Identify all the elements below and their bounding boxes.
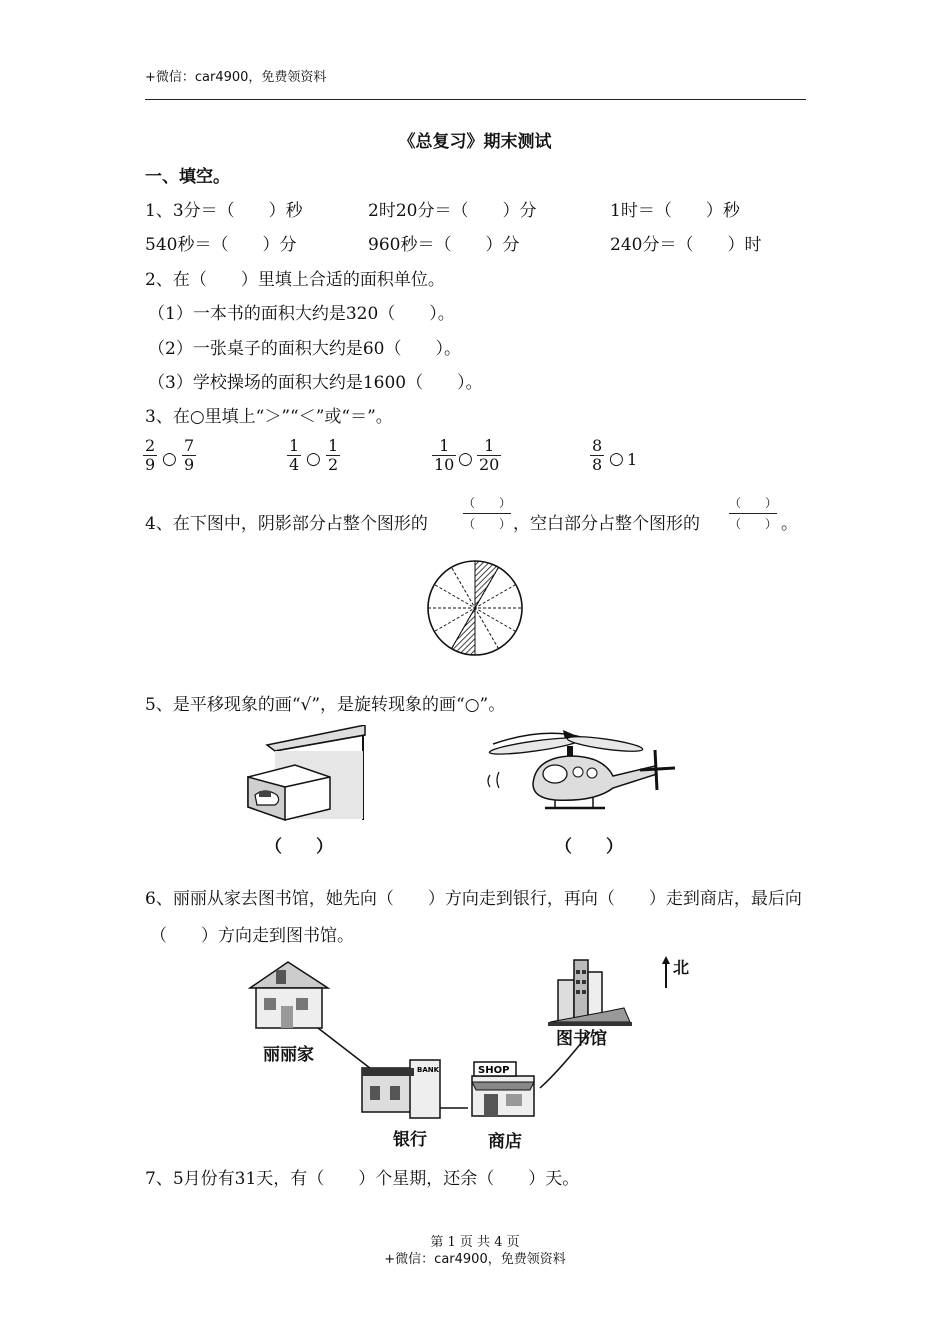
q6-line2: （ ）方向走到图书馆。 bbox=[150, 926, 354, 946]
q2-item: （1）一本书的面积大约是320（ ）。 bbox=[148, 304, 455, 324]
section-heading: 一、填空。 bbox=[145, 167, 230, 187]
q4-part1: 4、在下图中，阴影部分占整个图形的 bbox=[145, 514, 428, 534]
home-icon bbox=[250, 962, 328, 1028]
fraction: $\frac{1}{20}$ bbox=[479, 436, 500, 474]
drawer-answer-blank[interactable]: （ ） bbox=[265, 837, 333, 857]
q5-stem: 5、是平移现象的画“√”，是旋转现象的画“○”。 bbox=[145, 695, 506, 715]
drawer-image bbox=[245, 725, 367, 825]
q1-item: 2时20分＝（ ）分 bbox=[368, 201, 537, 221]
fraction: $\frac{8}{8}$ bbox=[592, 436, 603, 474]
q1-item: 240分＝（ ）时 bbox=[610, 235, 762, 255]
fraction: $\frac{1}{4}$ bbox=[289, 436, 300, 474]
library-icon bbox=[548, 960, 632, 1026]
north-label: 北 bbox=[673, 958, 690, 977]
q1-item: 960秒＝（ ）分 bbox=[368, 235, 520, 255]
q3-stem: 3、在○里填上“＞”“＜”或“＝”。 bbox=[145, 407, 393, 427]
shop-icon bbox=[472, 1062, 534, 1116]
bank-label: 银行 bbox=[393, 1130, 427, 1150]
home-label: 丽丽家 bbox=[263, 1045, 314, 1065]
footer-watermark: +微信：car4900，免费领资料 bbox=[384, 1252, 566, 1267]
q2-stem: 2、在（ ）里填上合适的面积单位。 bbox=[145, 270, 445, 290]
compare-circle: ○ bbox=[609, 449, 624, 469]
q6-line1: 6、丽丽从家去图书馆，她先向（ ）方向走到银行，再向（ ）走到商店，最后向 bbox=[145, 889, 802, 909]
page-title: 《总复习》期末测试 bbox=[398, 132, 552, 152]
header-watermark: +微信：car4900，免费领资料 bbox=[145, 70, 327, 85]
fraction: $\frac{1}{2}$ bbox=[328, 436, 339, 474]
page-number: 第 1 页 共 4 页 bbox=[430, 1235, 520, 1250]
north-arrow-icon bbox=[662, 956, 670, 988]
q1-item: 1、3分＝（ ）秒 bbox=[145, 201, 303, 221]
helicopter-image bbox=[485, 720, 685, 820]
compare-circle: ○ bbox=[162, 449, 177, 469]
shaded-circle-figure bbox=[425, 558, 525, 658]
answer-fraction[interactable]: （ ） （ ） bbox=[463, 496, 512, 531]
helicopter-answer-blank[interactable]: （ ） bbox=[555, 837, 623, 857]
bank-icon bbox=[362, 1060, 440, 1118]
q1-item: 540秒＝（ ）分 bbox=[145, 235, 297, 255]
svg-text:BANK: BANK bbox=[417, 1066, 440, 1074]
q2-item: （2）一张桌子的面积大约是60（ ）。 bbox=[148, 339, 461, 359]
compare-circle: ○ bbox=[306, 449, 321, 469]
header-divider bbox=[145, 99, 806, 100]
fraction: $\frac{1}{10}$ bbox=[434, 436, 455, 474]
shop-label: 商店 bbox=[488, 1132, 522, 1152]
q1-item: 1时＝（ ）秒 bbox=[610, 201, 740, 221]
fraction: $\frac{2}{9}$ bbox=[145, 436, 156, 474]
q2-item: （3）学校操场的面积大约是1600（ ）。 bbox=[148, 373, 483, 393]
svg-text:SHOP: SHOP bbox=[478, 1065, 510, 1076]
q7-text: 7、5月份有31天，有（ ）个星期，还余（ ）天。 bbox=[145, 1169, 580, 1189]
compare-circle: ○ bbox=[458, 449, 473, 469]
library-label: 图书馆 bbox=[556, 1029, 607, 1049]
q4-part2: ，空白部分占整个图形的 bbox=[513, 514, 700, 534]
fraction: $\frac{7}{9}$ bbox=[184, 436, 195, 474]
q4-part3: 。 bbox=[781, 514, 798, 534]
answer-fraction[interactable]: （ ） （ ） bbox=[729, 496, 778, 531]
whole-number: 1 bbox=[627, 450, 638, 469]
